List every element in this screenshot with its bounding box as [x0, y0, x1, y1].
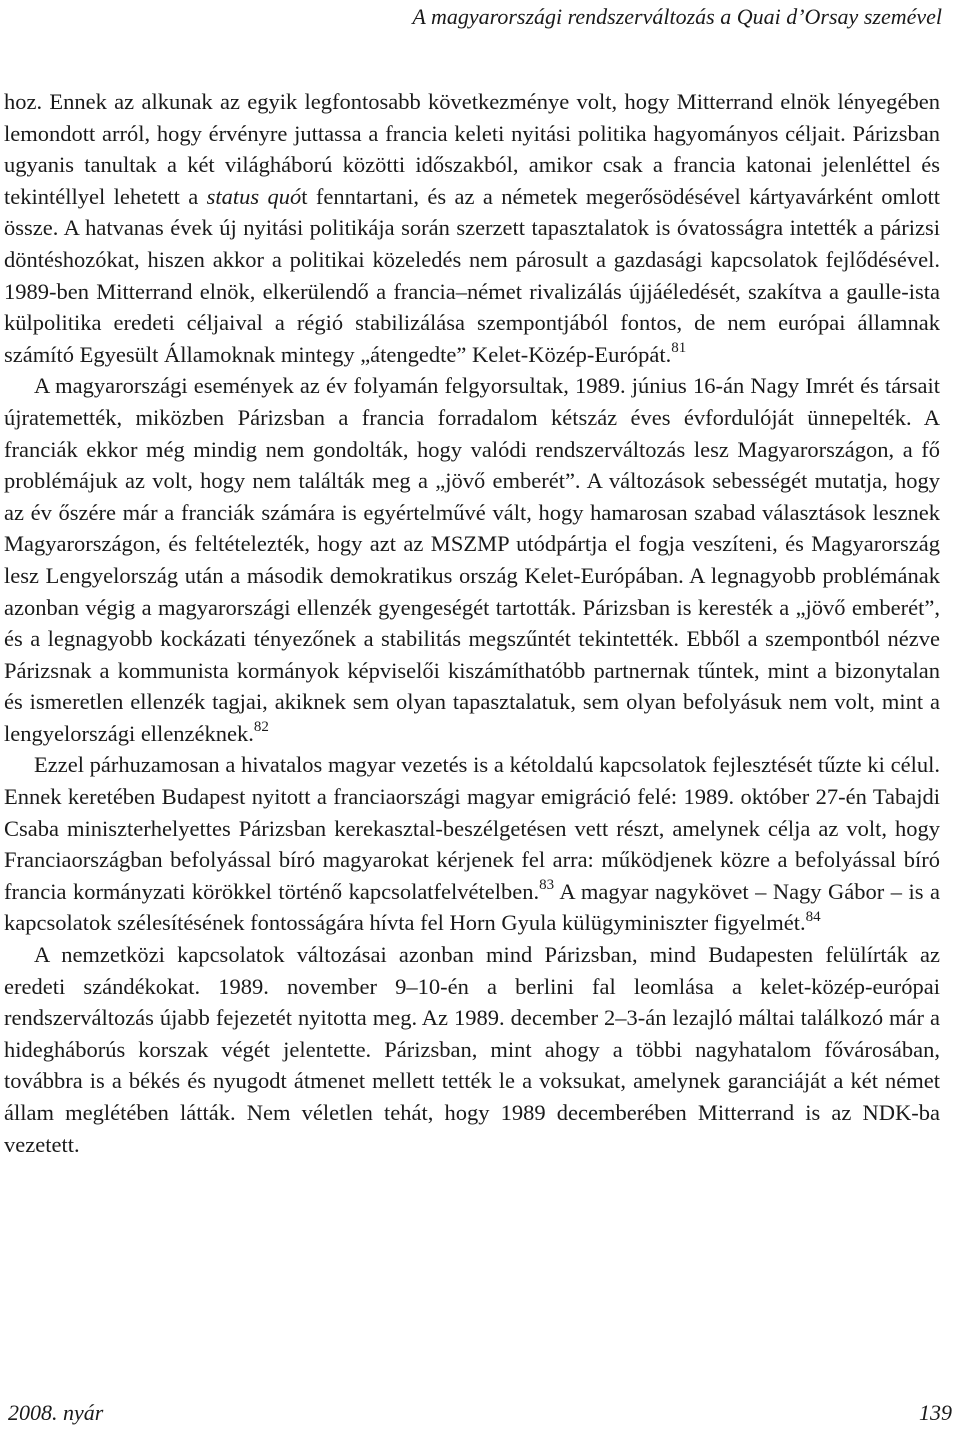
- paragraph-4-text: A nemzetközi kapcsolatok változásai azonban mind Párizsban, mind Budapesten felülírták az eredeti szándékokat. 1989. november 9–10-én a berlini fal leomlása a kelet-közép-európai rendszerváltozás újabb fejezetét nyitotta meg. Az 1989. december 2–3-án lezajló máltai találkozó már a hidegháborús korszak végét jelentette. Párizsban, mint ahogy a többi nagyhatalom fővárosában, továbbra is a békés és nyugodt átmenet mellett tették le a voksukat, amelynek garanciáját a két német állam meglétében látták. Nem véletlen tehát, hogy 1989 decemberében Mitterrand is az NDK-ba vezetett.: [4, 942, 940, 1157]
- paragraph-2: [4, 370, 940, 749]
- main-text: [4, 86, 940, 1160]
- issue-date: 2008. nyár: [8, 1400, 104, 1425]
- paragraph-3-text-after: A magyar nagykövet – Nagy Gábor – is a kapcsolatok szélesítésének fontosságára hívta fel Horn Gyula külügyminiszter figyelmét.: [4, 878, 941, 936]
- paragraph-3-text-before: Ezzel párhuzamosan a hivatalos magyar vezetés is a kétoldalú kapcsolatok fejlesztését tűzte ki célul. Ennek keretében Budapest nyitott a franciaországi magyar emigráció felé: 1989. október 27-én Tabajdi Csaba miniszterhelyettes Párizsban kerekasztal-beszélgetésen vett részt, amelynek célja az volt, hogy Franciaországban befolyással bíró magyarokat kérjenek fel arra: működjenek közre a befolyással bíró francia kormányzati körökkel történő kapcsolatfelvételben.: [4, 752, 940, 904]
- paragraph-1-text-after: t fenntartani, és az a németek megerősödésével kártyavárként omlott össze. A hatvanas évek új nyitási politikája során szerzett tapasztalatok is óvatosságra intették a párizsi döntéshozókat, hiszen akkor a politikai közeledés nem párosult a gazdasági kapcsolatok fejlődésével. 1989-ben Mitterrand elnök, elkerülendő a francia–német rivalizálás újjáéledését, szakítva a gaulle-ista külpolitika eredeti céljaival a régió stabilizálása szempontjából fontos, de nem európai államnak számító Egyesült Államoknak mintegy „átengedte” Kelet-Közép-Európát.: [4, 183, 940, 367]
- paragraph-4: [4, 939, 940, 1160]
- italic-term: status quó: [206, 183, 302, 209]
- running-header: A magyarországi rendszerváltozás a Quai d’Orsay szemével: [412, 4, 942, 29]
- paragraph-2-text: A magyarországi események az év folyamán felgyorsultak, 1989. június 16-án Nagy Imrét és társait újratemették, miközben Párizsban a francia forradalom kétszáz éves évfordulóját ünnepelték. A franciák ekkor még mindig nem gondolták, hogy valódi rendszerváltozás lesz Magyarországon, a fő problémájuk az volt, hogy nem találták meg a „jövő emberét”. A változások sebességét mutatja, hogy az év őszére már a franciák számára is egyértelművé vált, hogy hamarosan szabad választások lesznek Magyarországon, és feltételezték, hogy azt az MSZMP utódpártja el fogja veszíteni, és Magyarország lesz Lengyelország után a második demokratikus ország Kelet-Európában. A legnagyobb problémának azonban végig a magyarországi ellenzék gyengeségét tartották. Párizsban is keresték a „jövő emberét”, és a legnagyobb kockázati tényezőnek a stabilitás megszűntét tekintették. Ebből a szempontból nézve Párizsnak a kommunista kormányok képviselői kiszámíthatóbb partnernak tűntek, mint a bizonytalan és ismeretlen ellenzék tagjai, akiknek sem olyan tapasztalatuk, sem olyan befolyásuk nem volt, mint a lengyelországi ellenzéknek.: [4, 373, 940, 746]
- footnote-ref-84: 84: [805, 908, 821, 925]
- footnote-ref-83: 83: [539, 877, 555, 894]
- paragraph-1-text-before: hoz. Ennek az alkunak az egyik legfontosabb következménye volt, hogy Mitterrand elnök lényegében lemondott arról, hogy érvényre juttassa a francia keleti nyitási politika hagyományos céljait. Párizsban ugyanis tanultak a két világháború közötti időszakból, amikor csak a francia katonai jelenléttel és tekintéllyel lehetett a: [4, 89, 940, 209]
- footnote-ref-81: 81: [671, 340, 687, 357]
- paragraph-3: [4, 749, 940, 939]
- paragraph-1: [4, 86, 940, 370]
- page-number: 139: [919, 1400, 952, 1425]
- footnote-ref-82: 82: [253, 719, 269, 736]
